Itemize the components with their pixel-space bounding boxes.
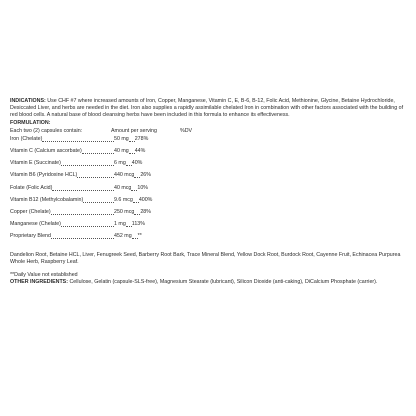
nutrient-dv: 40% [131,160,143,167]
nutrient-row [10,233,408,245]
nutrient-dv: 10% [137,184,148,191]
leader-dots [42,141,114,142]
indications-text: Use CHF #7 where increased amounts of Iron, Copper, Manganese, Vitamin C, E, B-6, B-12, Folic Acid, Methionine, Glycine, Betaine Hydrochloride, Desiccated Liver, and herbs are needed in the diet. Iron also supplies a rapidly assimilable chelated Iron in combination with other factors associated with the building of red blood cells. A natural base of blood cleansing herbs have been included in this formula to enhance its effectiveness. [10,98,404,119]
nutrient-dv: 400% [138,196,153,203]
nutrient-row [10,209,408,221]
nutrient-name: Iron (Chelate) [10,135,43,142]
nutrient-amount: 440 mcg [114,172,135,179]
column-amount: Amount per serving [111,127,157,134]
nutrient-name: Copper (Chelate) [10,208,51,215]
daily-value-footnote: **Daily Value not established [10,271,78,278]
nutrient-dv: 26% [140,172,151,179]
nutrient-dv: 44% [134,148,146,154]
leader-dots [132,238,138,239]
leader-dots [126,226,132,227]
leader-dots [82,153,114,154]
nutrient-name: Folate (Folic Acid) [10,184,53,191]
nutrient-row [10,185,408,197]
nutrient-list [10,136,408,246]
column-dv: %DV [180,127,193,134]
leader-dots [51,214,114,215]
column-contains: Each two (2) capsules contain: [10,127,83,134]
leader-dots [83,202,114,203]
leader-dots [61,226,114,227]
leader-dots [131,190,137,191]
nutrient-amount: 9.6 mcg [114,196,133,203]
nutrient-amount: 50 mg [114,135,129,142]
nutrient-amount: 250 mcg [114,208,135,215]
leader-dots [134,214,140,215]
nutrient-row [10,172,408,184]
nutrient-name: Proprietary Blend [10,233,51,240]
indications-heading: INDICATIONS: [10,98,46,104]
leader-dots [129,141,135,142]
indications-paragraph [10,98,408,120]
nutrient-name: Manganese (Chelate) [10,221,61,228]
nutrient-dv: 28% [140,208,151,215]
formulation-column-headers [10,128,408,136]
leader-dots [61,165,114,166]
nutrient-amount: 6 mg [114,160,126,167]
leader-dots [51,238,114,239]
nutrient-row [10,197,408,209]
leader-dots [52,190,114,191]
leader-dots [77,177,114,178]
nutrient-name: Vitamin B12 (Methylcobalamin) [10,196,84,203]
other-ingredients-text: Cellulose, Gelatin (capsule-SLS-free), Magnesium Stearate (lubricant), Silicon Dioxide (anti-caking), DiCalcium Phosphate (carrier). [69,279,378,286]
leader-dots [133,202,139,203]
nutrient-amount: 452 mg [114,233,132,240]
formulation-heading: FORMULATION: [10,119,51,126]
nutrient-row [10,136,408,148]
leader-dots [134,177,140,178]
leader-dots [129,153,135,154]
nutrient-row [10,148,408,160]
nutrient-name: Vitamin E (Succinate) [10,160,61,167]
nutrient-dv: 113% [131,221,145,228]
leader-dots [126,165,132,166]
nutrient-name: Vitamin B6 (Pyridoxine HCL) [10,172,78,179]
nutrient-name: Vitamin C (Calcium ascorbate) [10,148,82,154]
other-ingredients-paragraph [10,279,408,286]
nutrient-dv: ** [137,233,142,240]
nutrient-dv: 278% [134,135,149,142]
nutrient-row [10,221,408,233]
nutrient-amount: 40 mcg [114,184,132,191]
supplement-facts-document [10,98,408,286]
nutrient-amount: 1 mg [114,221,126,228]
nutrient-amount: 40 mg [114,148,129,154]
other-ingredients-heading: OTHER INGREDIENTS: [10,279,68,286]
nutrient-row [10,160,408,172]
blend-ingredients: Dandelion Root, Betaine HCL, Liver, Fenugreek Seed, Barberry Root Bark, Trace Mineral Blend, Yellow Dock Root, Burdock Root, Cayenne Fruit, Echinacea Purpurea Whole Herb, Raspberry Leaf. [10,251,401,265]
